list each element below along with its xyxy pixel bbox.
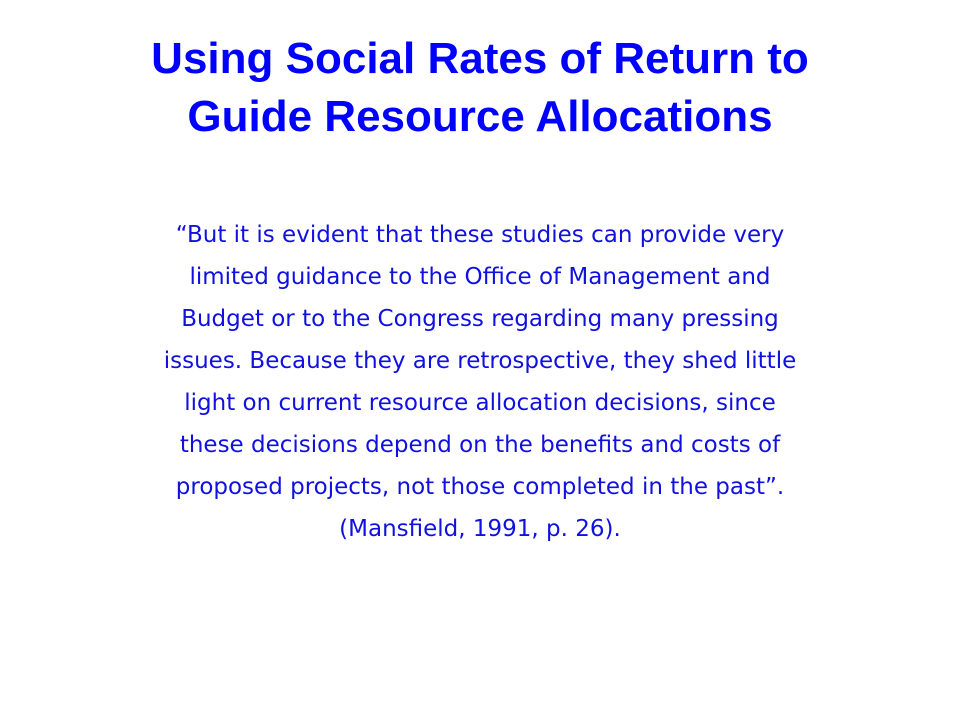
quote-citation: (Mansfield, 1991, p. 26). [339,516,621,542]
quote-line: proposed projects, not those completed in the past”. [175,474,785,500]
quote-line: light on current resource allocation decisions, since [184,390,776,416]
quote-line: issues. Because they are retrospective, they shed little [163,348,797,374]
quote-line: Budget or to the Congress regarding many pressing [181,306,779,332]
slide-title [40,30,920,146]
quote-line: “But it is evident that these studies can provide very [175,222,785,248]
quote-text [58,214,902,550]
slide-title-line: Guide Resource Allocations [187,92,773,141]
quote-line: limited guidance to the Office of Management and [189,264,771,290]
slide-title-line: Using Social Rates of Return to [151,34,809,83]
quote-line: these decisions depend on the benefits and costs of [179,432,781,458]
